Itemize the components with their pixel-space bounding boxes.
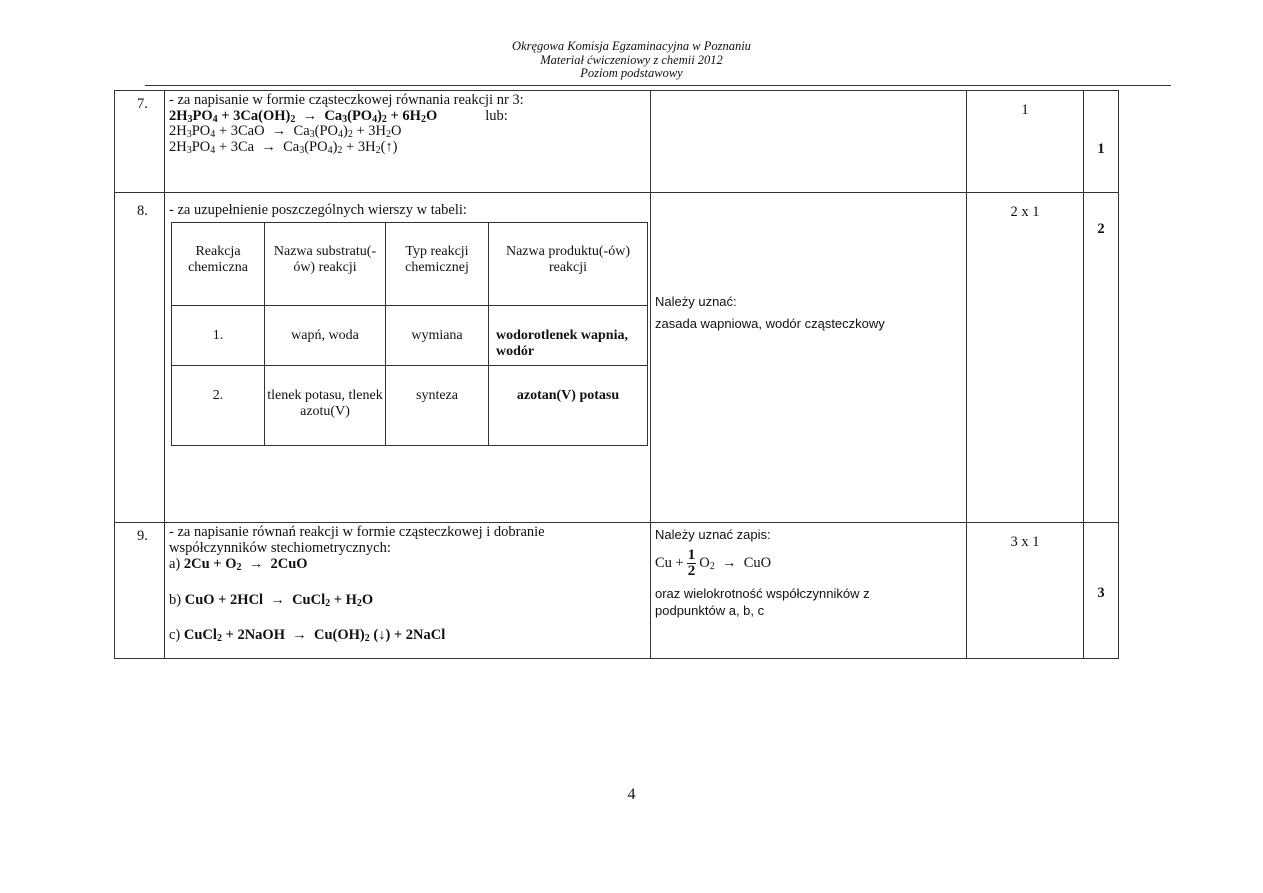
task-intro: - za uzupełnienie poszczególnych wierszy w tabeli: — [169, 202, 467, 218]
reaction-table-row — [172, 305, 648, 365]
task-intro: - za napisanie w formie cząsteczkowej równania reakcji nr 3: — [169, 92, 524, 108]
reaction-number: 1. — [172, 305, 265, 365]
substrates: wapń, woda — [265, 305, 386, 365]
col-header: Typ reakcji chemicznej — [386, 222, 489, 305]
equation-alt-2: $2H_3PO_4 + 3Ca \to Ca_3(PO_4)_2$ + $3H_2(↑)$ — [169, 138, 398, 156]
remarks-equation: Cu + $\frac{1}{2}$ $O_2$ → CuO — [655, 547, 772, 579]
total-cell: 3 — [1084, 523, 1119, 659]
task-content — [165, 193, 651, 523]
reaction-type: synteza — [386, 365, 489, 445]
task-content — [165, 523, 651, 659]
remarks-text: zasada wapniowa, wodór cząsteczkowy — [655, 316, 885, 331]
points-cell: 2 x 1 — [967, 193, 1084, 523]
equation-b: b) CuO + 2HCl → CuCl$_2$ + $H_2O$ — [169, 591, 374, 609]
remarks-title: Należy uznać: — [655, 294, 737, 309]
header-rule — [145, 85, 1171, 86]
header-line-2: Materiał ćwiczeniowy z chemii 2012 — [540, 52, 723, 67]
remarks-cell — [651, 193, 967, 523]
task-row-7 — [115, 91, 1119, 193]
task-content — [165, 91, 651, 193]
col-header: Nazwa substratu(-ów) reakcji — [265, 222, 386, 305]
reaction-table-header — [172, 222, 648, 305]
products: azotan(V) potasu — [489, 365, 648, 445]
total-cell: 2 — [1084, 193, 1119, 523]
task-number: 8. — [115, 193, 165, 523]
task-number: 9. — [115, 523, 165, 659]
equation-main: $2H_3PO_4 + 3Ca(OH)_2 \to Ca_3(PO_4)_2 + 6H_2O$ lub: — [169, 107, 508, 125]
points-cell: 1 — [967, 91, 1084, 193]
header-line-1: Okręgowa Komisja Egzaminacyjna w Poznaniu — [512, 39, 751, 53]
remarks-title: Należy uznać zapis: — [655, 527, 771, 542]
reaction-table-row — [172, 365, 648, 445]
equation-alt-1: $2H_3PO_4 + 3CaO \to Ca_3(PO_4)_2 + 3H_2O$ — [169, 123, 402, 140]
scoring-table — [114, 90, 1119, 659]
remarks-text: oraz wielokrotność współczynników z podpunktów a, b, c — [655, 586, 870, 618]
equation-c: c) CuCl$_2$ + 2NaOH → $Cu(OH)_2$ (↓) + 2NaCl — [169, 627, 446, 644]
header-line-3: Poziom podstawowy — [580, 66, 683, 80]
fraction-half: $\frac{1}{2}$ — [687, 547, 696, 579]
col-header: Nazwa produktu(-ów) reakcji — [489, 222, 648, 305]
remarks-cell — [651, 91, 967, 193]
page-number: 4 — [627, 786, 636, 803]
alt-label: lub: — [485, 107, 508, 124]
products: wodorotlenek wapnia, wodór — [489, 305, 648, 365]
task-row-8 — [115, 193, 1119, 523]
page-header — [0, 40, 1263, 81]
points-cell: 3 x 1 — [967, 523, 1084, 659]
task-row-9 — [115, 523, 1119, 659]
task-intro: - za napisanie równań reakcji w formie cząsteczkowej i dobranie współczynników stechiometrycznych: — [169, 524, 545, 556]
reaction-type: wymiana — [386, 305, 489, 365]
task-number: 7. — [115, 91, 165, 193]
equation-a: a) $2Cu + O_2 \to 2CuO$ — [169, 556, 308, 573]
total-cell: 1 — [1084, 91, 1119, 193]
col-header: Reakcja chemiczna — [172, 222, 265, 305]
reaction-number: 2. — [172, 365, 265, 445]
substrates: tlenek potasu, tlenek azotu(V) — [265, 365, 386, 445]
reaction-table — [171, 222, 648, 446]
remarks-cell — [651, 523, 967, 659]
